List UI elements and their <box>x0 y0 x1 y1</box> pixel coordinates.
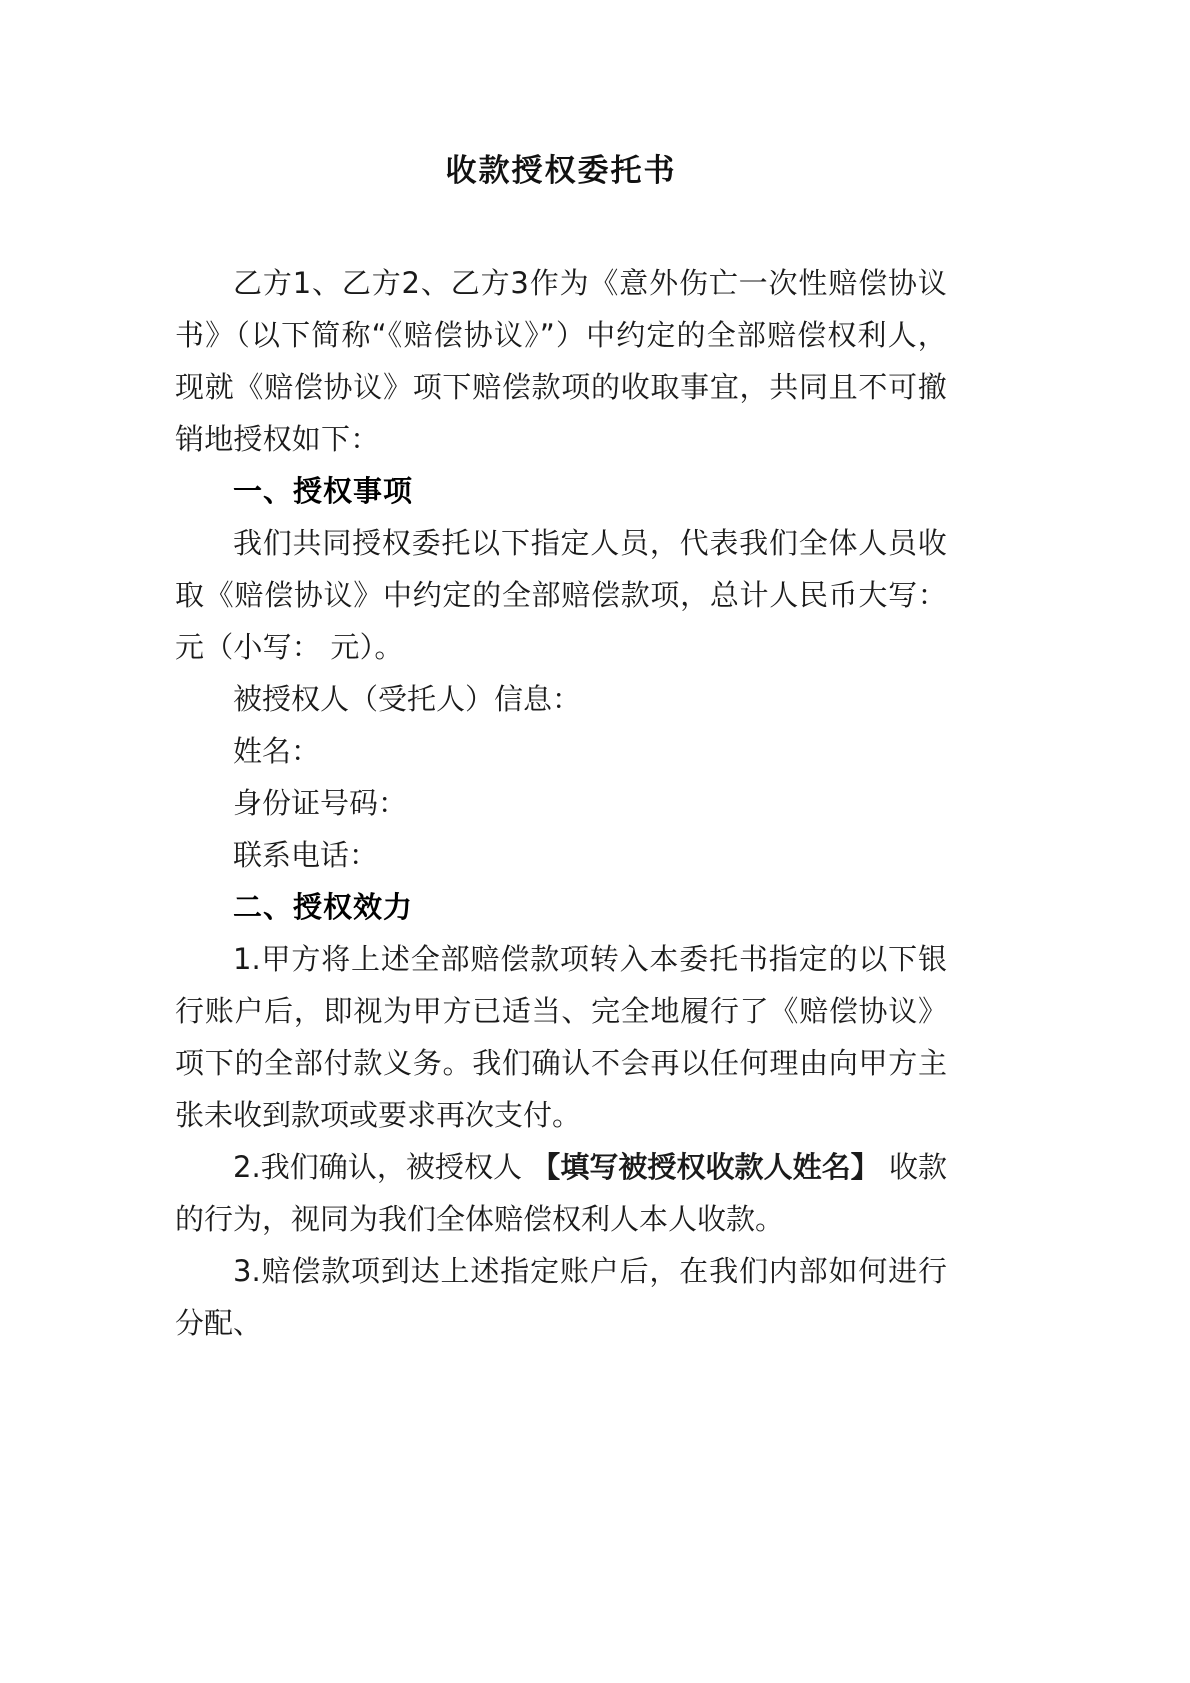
clause-item-3: 3.赔偿款项到达上述指定账户后，在我们内部如何进行分配、 <box>175 1253 947 1340</box>
section-one-body: 我们共同授权委托以下指定人员，代表我们全体人员收取《赔偿协议》中约定的全部赔偿款项，总计人民币大写： 元（小写： 元）。 <box>175 525 947 664</box>
clause-item-2-text-after: 收款的行为，视同为我们全体赔偿权利人本人收款。 <box>175 1149 947 1236</box>
document-body <box>175 0 947 1349</box>
clause-item-1: 1.甲方将上述全部赔偿款项转入本委托书指定的以下银行账户后，即视为甲方已适当、完全地履行了《赔偿协议》项下的全部付款义务。我们确认不会再以任何理由向甲方主张未收到款项或要求再次支付。 <box>175 941 947 1132</box>
page-title: 收款授权委托书 <box>445 153 677 189</box>
clause-item-2-text-before: 2.我们确认，被授权人 <box>233 1149 532 1184</box>
title-spacer <box>175 191 947 257</box>
field-label-id-number: 身份证号码： <box>233 785 408 820</box>
section-heading-one: 一、授权事项 <box>233 473 414 508</box>
clause-item-2-placeholder: 【填写被授权收款人姓名】 <box>531 1149 880 1184</box>
preamble-paragraph: 乙方1、乙方2、乙方3作为《意外伤亡一次性赔偿协议书》（以下简称“《赔偿协议》”）中约定的全部赔偿权利人，现就《赔偿协议》项下赔偿款项的收取事宜，共同且不可撤销地授权如下： <box>175 265 947 456</box>
field-label-name: 姓名： <box>233 733 321 768</box>
section-heading-two: 二、授权效力 <box>233 889 414 924</box>
field-label-phone: 联系电话： <box>233 837 379 872</box>
trustee-info-label: 被授权人（受托人）信息： <box>233 681 582 716</box>
clause-item-2 <box>175 1141 947 1245</box>
